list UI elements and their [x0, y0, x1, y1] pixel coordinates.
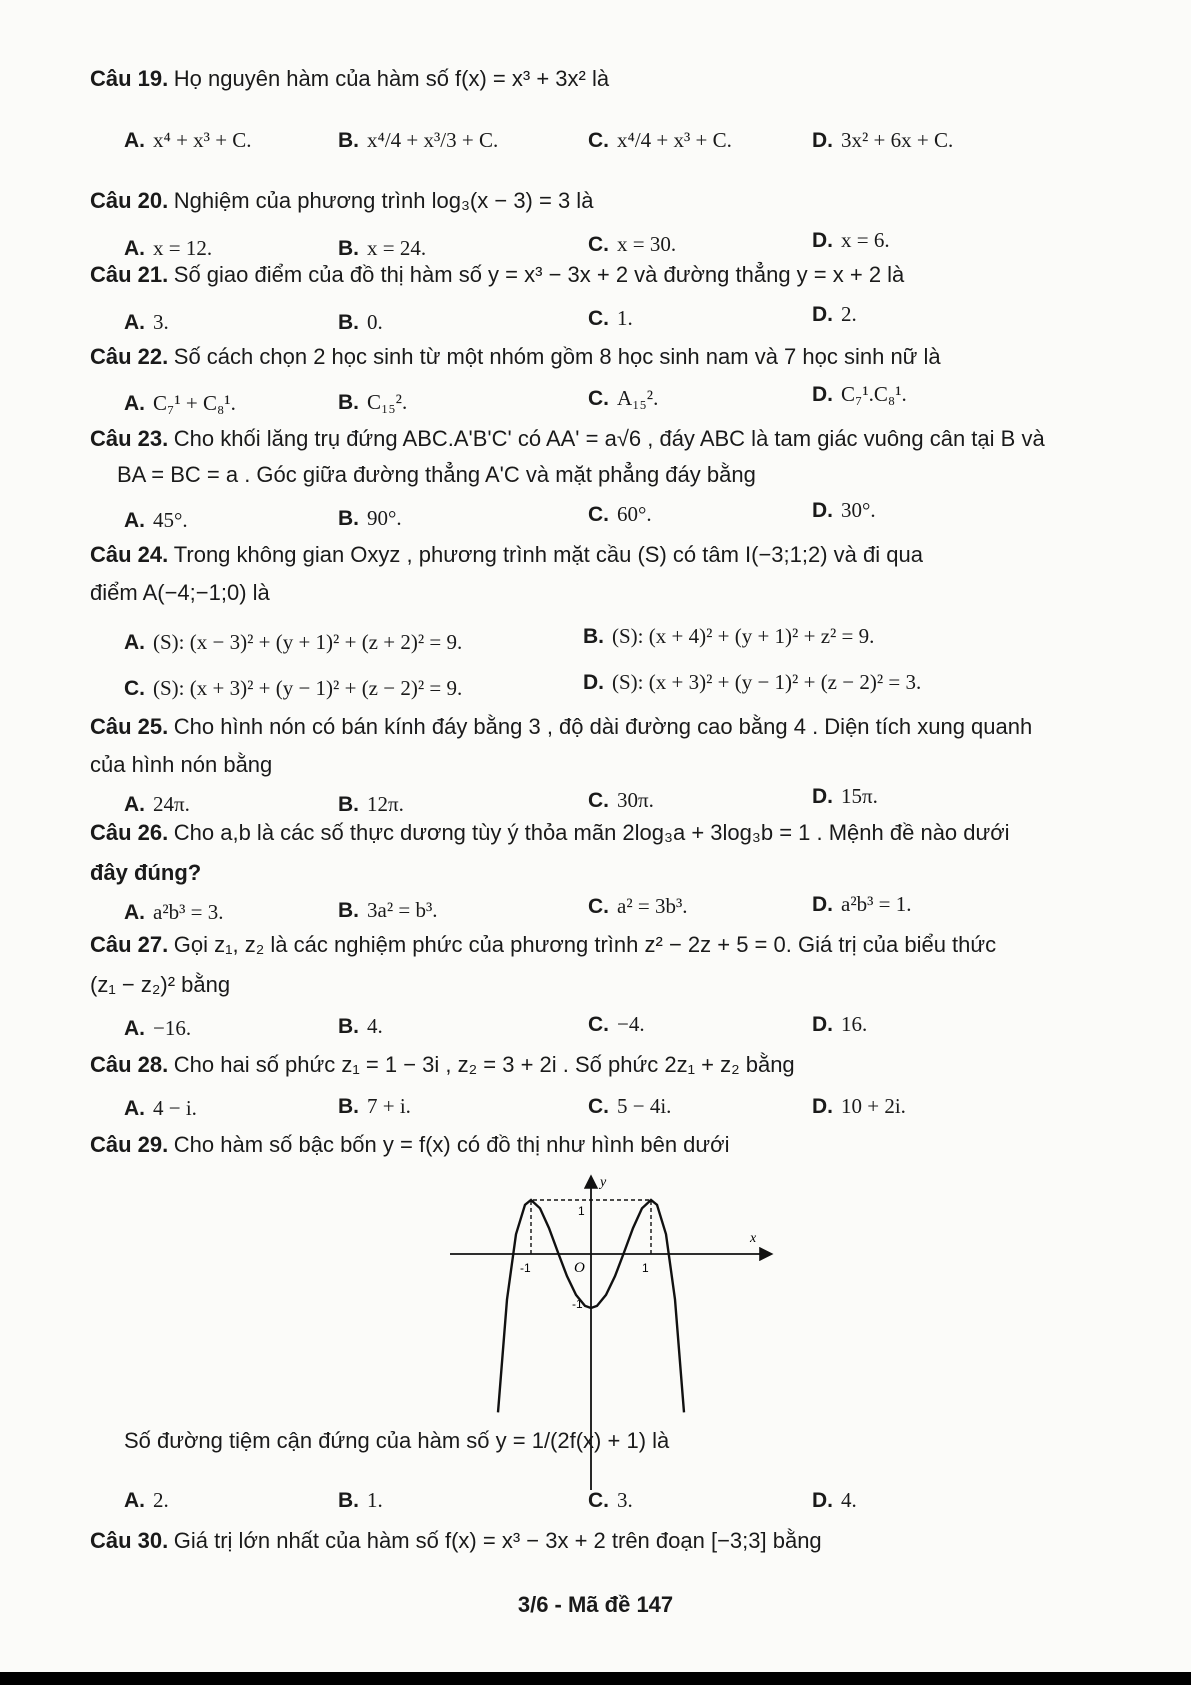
option-text: 3x² + 6x + C.: [841, 128, 954, 152]
question-stem-continued: đây đúng?: [90, 860, 202, 885]
option-label: D.: [812, 785, 833, 808]
option-d[interactable]: [812, 226, 890, 255]
option-label: B.: [338, 793, 359, 816]
question-label: Câu 19.: [90, 66, 169, 91]
option-a[interactable]: [124, 126, 252, 155]
option-label: B.: [338, 1015, 359, 1038]
option-a[interactable]: [124, 506, 188, 535]
question-20: [90, 186, 593, 216]
question-19: [90, 64, 609, 94]
question-30: [90, 1526, 822, 1556]
question-stem-continued: của hình nón bằng: [90, 752, 273, 777]
option-b[interactable]: [338, 896, 438, 925]
option-text: 4 − i.: [153, 1096, 197, 1120]
option-d[interactable]: [812, 890, 912, 919]
option-b[interactable]: [338, 1092, 411, 1121]
option-text: 16.: [841, 1012, 868, 1036]
option-d[interactable]: [812, 496, 876, 525]
option-text: 4.: [367, 1014, 383, 1038]
question-29-cont: [124, 1425, 669, 1457]
question-27: [90, 930, 996, 960]
question-26-cont: [90, 858, 201, 888]
option-text: a²b³ = 1.: [841, 892, 912, 916]
option-label: B.: [338, 237, 359, 260]
option-text: 1.: [367, 1488, 383, 1512]
option-c[interactable]: [588, 304, 633, 333]
option-d[interactable]: [812, 1092, 906, 1121]
option-text: (S): (x + 3)² + (y − 1)² + (z − 2)² = 9.: [153, 676, 463, 700]
option-a[interactable]: [124, 1014, 191, 1043]
option-label: B.: [338, 129, 359, 152]
option-a[interactable]: [124, 389, 236, 418]
option-c[interactable]: [588, 1010, 645, 1039]
option-text: 90°.: [367, 506, 402, 530]
option-label: B.: [338, 507, 359, 530]
option-c[interactable]: [588, 384, 658, 413]
option-text: C₇¹ + C₈¹.: [153, 391, 236, 415]
question-stem: Cho hàm số bậc bốn y = f(x) có đồ thị như hình bên dưới: [173, 1132, 730, 1157]
question-label: Câu 28.: [90, 1052, 169, 1077]
option-label: A.: [124, 793, 145, 816]
option-b[interactable]: [338, 388, 407, 417]
option-d[interactable]: [812, 1486, 857, 1515]
question-23-cont: [117, 460, 756, 490]
question-label: Câu 27.: [90, 932, 169, 957]
option-label: A.: [124, 1489, 145, 1512]
option-c[interactable]: [588, 1092, 671, 1121]
question-label: Câu 24.: [90, 542, 169, 567]
option-b[interactable]: [338, 790, 404, 819]
option-text: 1.: [617, 306, 633, 330]
option-text: (S): (x + 4)² + (y + 1)² + z² = 9.: [612, 624, 875, 648]
option-text: a²b³ = 3.: [153, 900, 224, 924]
option-text: x⁴/4 + x³/3 + C.: [367, 128, 499, 152]
option-label: D.: [812, 499, 833, 522]
option-b[interactable]: [583, 622, 874, 651]
origin-label: O: [574, 1260, 585, 1276]
page-footer: 3/6 - Mã đề 147: [517, 1592, 674, 1617]
option-text: 15π.: [841, 784, 878, 808]
question-label: Câu 21.: [90, 262, 169, 287]
option-label: C.: [588, 1013, 609, 1036]
option-label: B.: [338, 1095, 359, 1118]
option-a[interactable]: [124, 1094, 197, 1123]
option-text: 3a² = b³.: [367, 898, 438, 922]
question-label: Câu 23.: [90, 426, 169, 451]
option-a[interactable]: [124, 234, 212, 263]
option-b[interactable]: [338, 1486, 383, 1515]
option-text: 3.: [617, 1488, 633, 1512]
option-b[interactable]: [338, 234, 426, 263]
option-label: D.: [812, 1489, 833, 1512]
option-label: A.: [124, 1017, 145, 1040]
option-a[interactable]: [124, 628, 462, 657]
y-axis-label: y: [600, 1175, 607, 1190]
question-stem: Giá trị lớn nhất của hàm số f(x) = x³ − 3x + 2 trên đoạn [−3;3] bằng: [173, 1528, 822, 1553]
option-text: 24π.: [153, 792, 190, 816]
option-c[interactable]: [588, 786, 654, 815]
option-a[interactable]: [124, 898, 224, 927]
option-label: A.: [124, 392, 145, 415]
option-label: C.: [588, 1489, 609, 1512]
option-text: a² = 3b³.: [617, 894, 688, 918]
option-text: −4.: [617, 1012, 645, 1036]
question-26: [90, 818, 1010, 848]
x-axis-label: x: [750, 1231, 757, 1246]
option-label: D.: [812, 229, 833, 252]
question-label: Câu 25.: [90, 714, 169, 739]
question-stem: Gọi z₁, z₂ là các nghiệm phức của phương trình z² − 2z + 5 = 0. Giá trị của biểu thức: [173, 932, 997, 957]
option-c[interactable]: [588, 230, 676, 259]
question-stem: Trong không gian Oxyz , phương trình mặt cầu (S) có tâm I(−3;1;2) và đi qua: [173, 542, 923, 567]
option-text: 5 − 4i.: [617, 1094, 672, 1118]
option-text: x⁴ + x³ + C.: [153, 128, 252, 152]
option-label: C.: [588, 503, 609, 526]
option-label: A.: [124, 237, 145, 260]
option-text: 0.: [367, 310, 383, 334]
option-text: 10 + 2i.: [841, 1094, 906, 1118]
option-a[interactable]: [124, 790, 190, 819]
option-text: 30π.: [617, 788, 654, 812]
option-label: D.: [812, 129, 833, 152]
option-text: 2.: [153, 1488, 169, 1512]
option-text: 4.: [841, 1488, 857, 1512]
option-d[interactable]: [812, 300, 857, 329]
option-text: 7 + i.: [367, 1094, 411, 1118]
option-c[interactable]: [588, 892, 688, 921]
option-a[interactable]: [124, 1486, 169, 1515]
option-text: x = 6.: [841, 228, 890, 252]
option-label: A.: [124, 1097, 145, 1120]
option-d[interactable]: [812, 1010, 867, 1039]
option-b[interactable]: [338, 1012, 383, 1041]
option-text: 30°.: [841, 498, 876, 522]
option-label: D.: [812, 383, 833, 406]
option-text: x = 12.: [153, 236, 213, 260]
option-label: C.: [588, 233, 609, 256]
question-stem: Cho khối lăng trụ đứng ABC.A'B'C' có AA' = a√6 , đáy ABC là tam giác vuông cân tại B và: [173, 426, 1045, 451]
question-21: [90, 260, 904, 290]
option-label: C.: [588, 789, 609, 812]
option-label: C.: [588, 1095, 609, 1118]
question-stem: Họ nguyên hàm của hàm số f(x) = x³ + 3x² là: [173, 66, 610, 91]
option-label: A.: [124, 631, 145, 654]
option-label: D.: [812, 1013, 833, 1036]
option-d[interactable]: [812, 126, 953, 155]
question-stem: Số cách chọn 2 học sinh từ một nhóm gồm 8 học sinh nam và 7 học sinh nữ là: [173, 344, 941, 369]
option-label: C.: [588, 895, 609, 918]
question-28: [90, 1050, 795, 1080]
option-b[interactable]: [338, 126, 498, 155]
question-label: Câu 29.: [90, 1132, 169, 1157]
option-b[interactable]: [338, 504, 402, 533]
option-b[interactable]: [338, 308, 383, 337]
option-label: B.: [338, 899, 359, 922]
question-24: [90, 540, 923, 570]
question-27-cont: [90, 970, 230, 1000]
option-text: C₇¹.C₈¹.: [841, 382, 907, 406]
tick-label-y1: 1: [578, 1204, 585, 1218]
question-stem: Nghiệm của phương trình log₃(x − 3) = 3 là: [173, 188, 594, 213]
option-text: x = 24.: [367, 236, 427, 260]
option-label: B.: [338, 391, 359, 414]
bottom-scan-border: [0, 1672, 1191, 1685]
option-label: B.: [338, 311, 359, 334]
tick-label-pos1: 1: [642, 1261, 649, 1275]
option-label: B.: [583, 625, 604, 648]
option-label: C.: [588, 129, 609, 152]
option-text: (S): (x − 3)² + (y + 1)² + (z + 2)² = 9.: [153, 630, 463, 654]
option-c[interactable]: [588, 1486, 633, 1515]
question-label: Câu 26.: [90, 820, 169, 845]
option-text: 60°.: [617, 502, 652, 526]
question-29: [90, 1130, 729, 1160]
option-text: 12π.: [367, 792, 404, 816]
tick-label-yneg1: -1: [572, 1297, 583, 1311]
option-d[interactable]: [812, 782, 878, 811]
option-label: D.: [812, 303, 833, 326]
question-25-cont: [90, 750, 272, 780]
option-label: D.: [812, 1095, 833, 1118]
option-text: −16.: [153, 1016, 192, 1040]
question-stem-continued: điểm A(−4;−1;0) là: [90, 580, 270, 605]
question-stem: Số giao điểm của đồ thị hàm số y = x³ − 3x + 2 và đường thẳng y = x + 2 là: [173, 262, 905, 287]
question-25: [90, 712, 1032, 742]
option-text: 2.: [841, 302, 857, 326]
option-text: 3.: [153, 310, 169, 334]
option-label: A.: [124, 509, 145, 532]
option-text: C₁₅².: [367, 390, 408, 414]
question-stem: Cho a,b là các số thực dương tùy ý thỏa mãn 2log₃a + 3log₃b = 1 . Mệnh đề nào dưới: [173, 820, 1010, 845]
option-label: C.: [124, 677, 145, 700]
question-23: [90, 424, 1045, 454]
question-22: [90, 342, 941, 372]
option-text: x = 30.: [617, 232, 677, 256]
option-text: x⁴/4 + x³ + C.: [617, 128, 732, 152]
question-stem: Cho hai số phức z₁ = 1 − 3i , z₂ = 3 + 2i . Số phức 2z₁ + z₂ bằng: [173, 1052, 795, 1077]
option-label: A.: [124, 311, 145, 334]
option-c[interactable]: [124, 674, 462, 703]
question-stem-continued: (z₁ − z₂)² bằng: [90, 972, 231, 997]
question-24-cont: [90, 578, 270, 608]
option-d[interactable]: [812, 380, 907, 409]
option-c[interactable]: [588, 500, 652, 529]
option-c[interactable]: [588, 126, 732, 155]
option-text: (S): (x + 3)² + (y − 1)² + (z − 2)² = 3.: [612, 670, 922, 694]
option-label: D.: [583, 671, 604, 694]
option-label: D.: [812, 893, 833, 916]
question-stem: Cho hình nón có bán kính đáy bằng 3 , độ dài đường cao bằng 4 . Diện tích xung quanh: [173, 714, 1033, 739]
question-stem-continued: BA = BC = a . Góc giữa đường thẳng A'C và mặt phẳng đáy bằng: [117, 462, 756, 487]
option-label: A.: [124, 901, 145, 924]
option-label: C.: [588, 307, 609, 330]
option-label: A.: [124, 129, 145, 152]
option-text: A₁₅².: [617, 386, 659, 410]
tick-label-neg1: -1: [520, 1261, 531, 1275]
option-label: C.: [588, 387, 609, 410]
option-text: 45°.: [153, 508, 188, 532]
option-d[interactable]: [583, 668, 921, 697]
question-label: Câu 20.: [90, 188, 169, 213]
option-a[interactable]: [124, 308, 169, 337]
question-stem-continued: Số đường tiệm cận đứng của hàm số y = 1/(2f(x) + 1) là: [124, 1428, 670, 1453]
question-label: Câu 30.: [90, 1528, 169, 1553]
question-label: Câu 22.: [90, 344, 169, 369]
option-label: B.: [338, 1489, 359, 1512]
